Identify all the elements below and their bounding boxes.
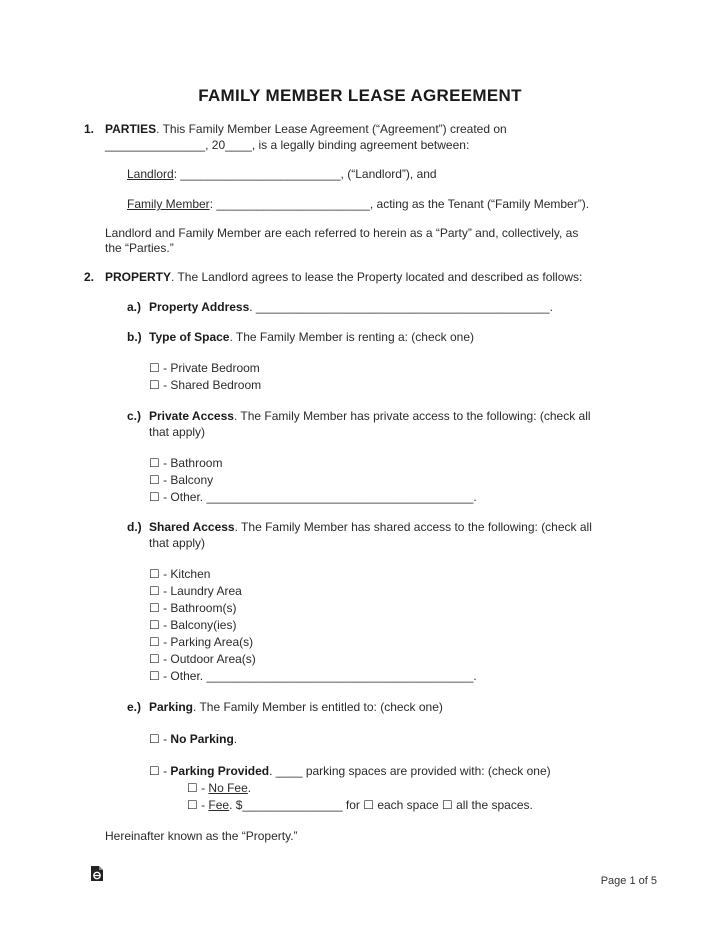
family-member-line [127, 197, 589, 212]
no-fee-period: . [247, 781, 252, 795]
checkbox-private-bedroom[interactable]: ☐ - Private Bedroom [149, 361, 260, 375]
private-access-line [149, 409, 591, 424]
parking-line [149, 700, 443, 715]
no-parking-period: . [233, 732, 238, 746]
page-number: Page 1 of 5 [600, 875, 657, 887]
parking-provided-box[interactable]: ☐ - [149, 764, 171, 778]
checkbox-parking-areas[interactable]: ☐ - Parking Area(s) [149, 635, 254, 649]
no-fee-box[interactable]: ☐ - [187, 781, 209, 795]
parking-provided-label: Parking Provided [170, 764, 270, 778]
checkbox-no-fee[interactable] [187, 781, 251, 796]
shared-access-line [149, 520, 592, 535]
parking-heading: Parking [149, 700, 194, 714]
no-fee-label: No Fee [208, 781, 248, 795]
type-of-space-text: . The Family Member is renting a: (check one) [229, 330, 475, 344]
shared-access-heading: Shared Access [149, 520, 235, 534]
fee-box[interactable]: ☐ - [187, 798, 209, 812]
checkbox-parking-provided[interactable] [149, 764, 551, 779]
private-access-heading: Private Access [149, 409, 234, 423]
type-of-space-heading: Type of Space [149, 330, 230, 344]
section-1-number: 1. [84, 122, 95, 136]
no-parking-box[interactable]: ☐ - [149, 732, 171, 746]
item-d-label: d.) [127, 520, 142, 534]
landlord-label: Landlord [127, 167, 174, 181]
family-member-field[interactable]: : _______________________, acting as the Tenant (“Family Member”). [209, 197, 590, 211]
checkbox-shared-bedroom[interactable]: ☐ - Shared Bedroom [149, 378, 262, 392]
section-2-number: 2. [84, 270, 95, 284]
checkbox-no-parking[interactable] [149, 732, 237, 747]
checkbox-balconies[interactable]: ☐ - Balcony(ies) [149, 618, 237, 632]
fee-label: Fee [208, 798, 230, 812]
checkbox-bathrooms[interactable]: ☐ - Bathroom(s) [149, 601, 237, 615]
checkbox-fee[interactable] [187, 798, 533, 813]
document-title: FAMILY MEMBER LEASE AGREEMENT [198, 86, 522, 105]
property-address-field[interactable]: . ____________________________________________. [249, 300, 553, 314]
property-address-line [149, 300, 553, 315]
section-1-intro-text: . This Family Member Lease Agreement (“Agreement”) created on [156, 122, 507, 136]
property-address-heading: Property Address [149, 300, 250, 314]
item-e-label: e.) [127, 700, 142, 714]
family-member-label: Family Member [127, 197, 210, 211]
section-2-text: . The Landlord agrees to lease the Property located and described as follows: [171, 270, 583, 284]
private-access-text: . The Family Member has private access to the following: (check all [233, 409, 591, 423]
section-1-line-1 [105, 122, 507, 137]
section-1-line-2: _______________, 20____, is a legally binding agreement between: [105, 138, 470, 152]
checkbox-bathroom[interactable]: ☐ - Bathroom [149, 456, 223, 470]
checkbox-laundry-area[interactable]: ☐ - Laundry Area [149, 584, 242, 598]
shared-access-text-2: that apply) [149, 536, 206, 550]
section-2-line [105, 270, 582, 285]
section-2-heading: PROPERTY [105, 270, 172, 284]
type-of-space-line [149, 330, 474, 345]
item-a-label: a.) [127, 300, 142, 314]
shared-access-text: . The Family Member has shared access to the following: (check all [234, 520, 592, 534]
checkbox-shared-other[interactable]: ☐ - Other. ________________________________________. [149, 669, 477, 683]
checkbox-balcony[interactable]: ☐ - Balcony [149, 473, 214, 487]
checkbox-private-other[interactable]: ☐ - Other. ________________________________________. [149, 490, 477, 504]
item-c-label: c.) [127, 409, 142, 423]
section-1-heading: PARTIES [105, 122, 157, 136]
parking-text: . The Family Member is entitled to: (check one) [193, 700, 443, 714]
fee-text: . $_______________ for ☐ each space ☐ all the spaces. [229, 798, 533, 812]
private-access-text-2: that apply) [149, 425, 206, 439]
parties-paragraph-line-1: Landlord and Family Member are each referred to herein as a “Party” and, collectively, as [105, 226, 579, 240]
checkbox-kitchen[interactable]: ☐ - Kitchen [149, 567, 211, 581]
item-b-label: b.) [127, 330, 142, 344]
landlord-field[interactable]: : ________________________, (“Landlord”), and [173, 167, 437, 181]
landlord-line [127, 167, 437, 182]
hereinafter-text: Hereinafter known as the “Property.” [105, 829, 298, 843]
parties-paragraph-line-2: the “Parties.” [105, 241, 174, 255]
checkbox-outdoor-areas[interactable]: ☐ - Outdoor Area(s) [149, 652, 256, 666]
etemplates-logo-icon [90, 865, 104, 882]
no-parking-label: No Parking [170, 732, 234, 746]
parking-provided-text: . ____ parking spaces are provided with: (check one) [269, 764, 551, 778]
